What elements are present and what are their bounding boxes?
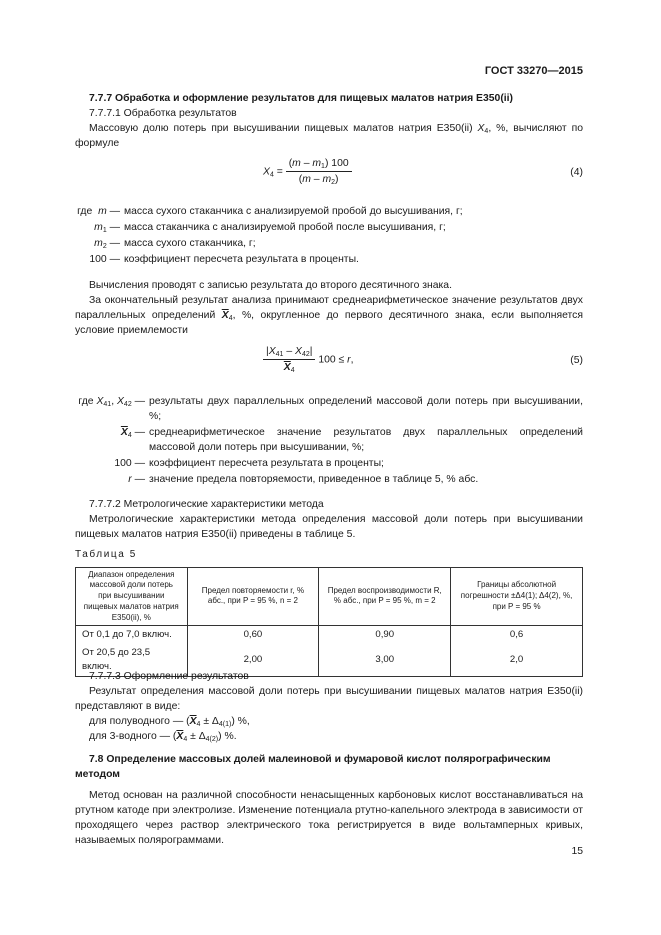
- table-header-cell: Диапазон определения массовой доли потерь при высушивании пищевых малатов натрия Е350(ii), %: [76, 567, 188, 626]
- table-cell: 0,6: [451, 626, 583, 644]
- result-line-trihydrate: для 3-водного — $(\overline{X}_4 \pm \Delta_{4(2)})$ %.: [89, 731, 237, 744]
- table-5: [75, 567, 583, 678]
- paragraph: За окончательный результат анализа принимают среднеарифметическое значение результатов двух параллельных определений $\overline{X}_4$, %, округленное до первого десятичного знака, если выполняется условие приемлемости: [75, 295, 584, 337]
- table-header-row: [76, 567, 583, 626]
- section-title: 7.8 Определение массовых долей малеиновой и фумаровой кислот полярографическим методом: [75, 754, 551, 781]
- formula-4: $X_4$ = $\frac{(m - m_1) 100}{(m - m_2)}$ (4): [263, 158, 583, 187]
- formula-fraction: $\frac{|X_{41} - X_{42}|}{\overline{X}_4}$: [263, 344, 315, 375]
- legend-item: результаты двух параллельных определений массовой доли потерь при высушивании, %;: [149, 396, 583, 423]
- section-7-7-7: [75, 91, 583, 151]
- paragraph: Вычисления проводят с записью результата до второго десятичного знака.: [89, 280, 452, 291]
- section-title: 7.7.7 Обработка и оформление результатов для пищевых малатов натрия Е350(ii): [89, 93, 514, 104]
- page-number: 15: [571, 846, 583, 857]
- paragraph: Результат определения массовой доли потерь при высушивании пищевых малатов натрия Е350(ii) представляют в виде:: [75, 686, 583, 713]
- table-cell: 2,00: [187, 644, 319, 676]
- metrology-section: [75, 497, 583, 542]
- table-5-block: [75, 548, 583, 677]
- table-header-cell: Предел воспроизводимости R, % абс., при P = 95 %, m = 2: [319, 567, 451, 626]
- legend-item: коэффициент пересчета результата в проценты;: [149, 458, 384, 470]
- legend-item: среднеарифметическое значение результатов двух параллельных определений массовой доли потерь при высушивании, %;: [149, 427, 583, 454]
- paragraph: Массовую долю потерь при высушивании пищевых малатов натрия Е350(ii) $X_4$, %, вычисляют по формуле: [75, 123, 583, 150]
- table-caption: Таблица 5: [75, 549, 137, 560]
- results-format-section: [75, 669, 583, 744]
- table-cell: От 0,1 до 7,0 включ.: [76, 626, 188, 644]
- subsection-title: 7.7.7.3 Оформление результатов: [89, 671, 249, 682]
- table-row: [76, 626, 583, 644]
- legend-item: коэффициент пересчета результата в проценты.: [124, 254, 359, 266]
- formula-number: (4): [570, 167, 583, 178]
- paragraph: Метрологические характеристики метода определения массовой доли потерь при высушивании пищевых малатов натрия Е350(ii) приведены в таблице 5.: [75, 514, 583, 541]
- legend-item: масса сухого стаканчика с анализируемой пробой до высушивания, г;: [124, 206, 463, 217]
- table-cell: 3,00: [319, 644, 451, 676]
- legend-formula-4: где m — масса сухого стаканчика с анализируемой пробой до высушивания, г; $m_1$ — масса стаканчика с анализируемой пробой после высушивания, г; $m_2$ — масса сухого стаканчика, г; 100 — коэффициент пересчета результата в проценты.: [75, 204, 583, 267]
- legend-formula-5: где $X_{41}$, $X_{42}$ — результаты двух параллельных определений массовой доли потерь при высушивании, %; $\overline{X}_4$ — среднеарифметическое значение результатов двух параллельных определений массовой доли потерь при высушивании, %; 100 — коэффициент пересчета результата в проценты; r — значение предела повторяемости, приведенное в таблице 5, % абс.: [75, 394, 583, 487]
- table-cell: 0,60: [187, 626, 319, 644]
- table-cell: От 20,5 до 23,5 включ.: [76, 644, 188, 676]
- calc-paragraphs: [75, 278, 583, 338]
- paragraph: Метод основан на различной способности ненасыщенных карбоновых кислот восстанавливаться на ртутном катоде при электролизе. Изменение потенциала ртутно-капельного электрода в зависимости от проходящего через раствор электрического тока регистрируется в виде вольтамперных кривых, называемых полярограммами.: [75, 790, 583, 847]
- legend-item: масса сухого стаканчика, г;: [124, 238, 256, 250]
- formula-5: $\frac{|X_{41} - X_{42}|}{\overline{X}_4}$ 100 ≤ r, (5): [75, 344, 583, 378]
- table-header-cell: Предел повторяемости r, % абс., при P = 95 %, n = 2: [187, 567, 319, 626]
- standard-number: ГОСТ 33270—2015: [484, 65, 583, 77]
- legend-item: значение предела повторяемости, приведенное в таблице 5, % абс.: [149, 474, 479, 486]
- result-line-semihydrate: для полуводного — $(\overline{X}_4 \pm \Delta_{4(1)})$ %,: [89, 716, 250, 729]
- formula-number: (5): [570, 355, 583, 366]
- subsection-title: 7.7.7.2 Метрологические характеристики метода: [89, 499, 324, 510]
- legend-item: масса стаканчика с анализируемой пробой после высушивания, г;: [124, 222, 446, 234]
- formula-fraction: $\frac{(m - m_1) 100}{(m - m_2)}$: [286, 156, 352, 187]
- table-cell: 2,0: [451, 644, 583, 676]
- subsection-title: 7.7.7.1 Обработка результатов: [89, 108, 237, 120]
- table-cell: 0,90: [319, 626, 451, 644]
- table-header-cell: Границы абсолютной погрешности ±Δ4(1); Δ4(2), %, при P = 95 %: [451, 567, 583, 626]
- section-7-8: [75, 752, 583, 848]
